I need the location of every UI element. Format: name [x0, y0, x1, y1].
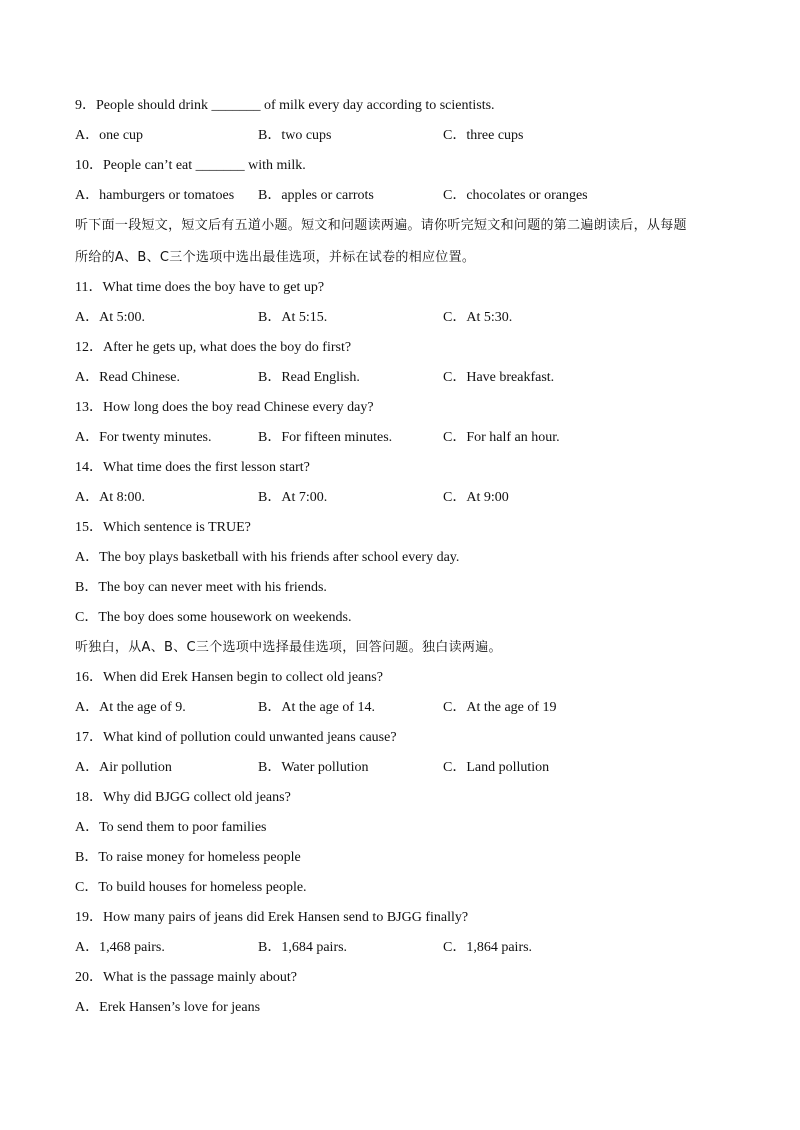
question-14-option-b: B．At 7:00. [258, 490, 328, 505]
question-15-option-b: B．The boy can never meet with his friends. [75, 580, 327, 595]
question-17-options [75, 758, 725, 778]
question-10-options [75, 186, 725, 206]
question-17-option-b: B．Water pollution [258, 760, 369, 775]
question-18-option-c: C．To build houses for homeless people. [75, 880, 307, 895]
question-17-stem: 17．What kind of pollution could unwanted jeans cause? [75, 730, 397, 745]
question-19-option-b: B．1,684 pairs. [258, 940, 348, 955]
question-14-options [75, 488, 725, 508]
question-16-option-c: C．At the age of 19 [443, 700, 557, 715]
question-14-option-a: A．At 8:00. [75, 490, 145, 505]
question-18-stem: 18．Why did BJGG collect old jeans? [75, 790, 291, 805]
question-10-option-a: A．hamburgers or tomatoes [75, 188, 235, 203]
question-10-option-c: C．chocolates or oranges [443, 188, 588, 203]
question-19-option-a: A．1,468 pairs. [75, 940, 165, 955]
question-16-option-b: B．At the age of 14. [258, 700, 376, 715]
question-16-options [75, 698, 725, 718]
question-20-stem: 20．What is the passage mainly about? [75, 970, 297, 985]
question-13-options [75, 428, 725, 448]
question-19-option-c: C．1,864 pairs. [443, 940, 533, 955]
question-11-option-a: A．At 5:00. [75, 310, 145, 325]
section-instruction-monologue: 听独白，从A、B、C三个选项中选择最佳选项，回答问题。独白读两遍。 [75, 640, 502, 655]
question-10-stem: 10．People can’t eat _______ with milk. [75, 158, 306, 173]
question-18-option-a: A．To send them to poor families [75, 820, 267, 835]
question-9-option-c: C．three cups [443, 128, 524, 143]
question-12-option-c: C．Have breakfast. [443, 370, 555, 385]
question-20-option-a: A．Erek Hansen’s love for jeans [75, 1000, 261, 1015]
question-11-stem: 11．What time does the boy have to get up? [75, 280, 325, 295]
question-9-stem: 9．People should drink _______ of milk every day according to scientists. [75, 98, 495, 113]
question-14-option-c: C．At 9:00 [443, 490, 509, 505]
question-17-option-a: A．Air pollution [75, 760, 172, 775]
question-10-option-b: B．apples or carrots [258, 188, 374, 203]
question-12-option-a: A．Read Chinese. [75, 370, 180, 385]
question-12-stem: 12．After he gets up, what does the boy do first? [75, 340, 352, 355]
question-19-stem: 19．How many pairs of jeans did Erek Hansen send to BJGG finally? [75, 910, 469, 925]
question-11-options [75, 308, 725, 328]
question-9-option-a: A．one cup [75, 128, 144, 143]
question-18-option-b: B．To raise money for homeless people [75, 850, 301, 865]
question-13-option-a: A．For twenty minutes. [75, 430, 212, 445]
question-19-options [75, 938, 725, 958]
question-12-option-b: B．Read English. [258, 370, 360, 385]
question-15-option-c: C．The boy does some housework on weekends. [75, 610, 352, 625]
question-13-option-b: B．For fifteen minutes. [258, 430, 393, 445]
question-11-option-b: B．At 5:15. [258, 310, 328, 325]
question-17-option-c: C．Land pollution [443, 760, 550, 775]
question-13-stem: 13．How long does the boy read Chinese every day? [75, 400, 374, 415]
section-instruction-line-2: 所给的A、B、C三个选项中选出最佳选项，并标在试卷的相应位置。 [75, 250, 476, 265]
question-15-stem: 15．Which sentence is TRUE? [75, 520, 251, 535]
question-14-stem: 14．What time does the first lesson start? [75, 460, 310, 475]
question-13-option-c: C．For half an hour. [443, 430, 560, 445]
question-9-option-b: B．two cups [258, 128, 332, 143]
question-15-option-a: A．The boy plays basketball with his friends after school every day. [75, 550, 460, 565]
question-11-option-c: C．At 5:30. [443, 310, 513, 325]
section-instruction-line-1: 听下面一段短文，短文后有五道小题。短文和问题读两遍。请你听完短文和问题的第二遍朗读后，从每题 [75, 218, 687, 233]
question-16-option-a: A．At the age of 9. [75, 700, 186, 715]
question-9-options [75, 126, 725, 146]
question-16-stem: 16．When did Erek Hansen begin to collect old jeans? [75, 670, 383, 685]
question-12-options [75, 368, 725, 388]
